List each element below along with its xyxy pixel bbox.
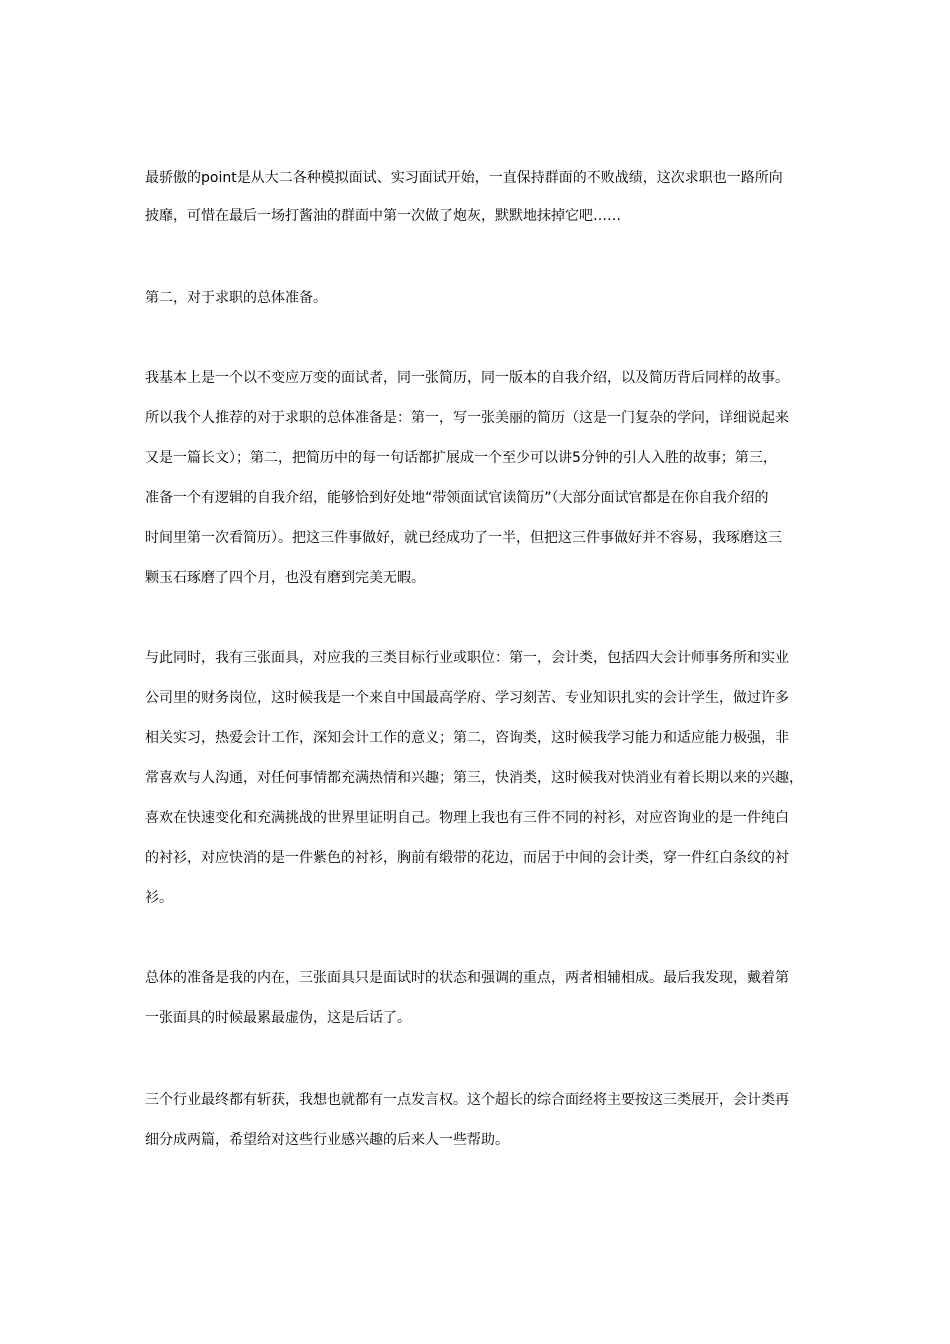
paragraph-4-line-4: 常喜欢与人沟通，对任何事情都充满热情和兴趣；第三，快消类，这时候我对快消业有着长期以来的兴趣， — [145, 770, 803, 786]
paragraph-3-line-5: 时间里第一次看简历）。把这三件事做好，就已经成功了一半，但把这三件事做好并不容易，我琢磨这三 — [145, 530, 782, 546]
paragraph-5-line-2: 一张面具的时候最累最虚伪，这是后话了。 — [145, 1010, 411, 1026]
paragraph-1-line-2: 披靡，可惜在最后一场打酱油的群面中第一次做了炮灰，默默地抹掉它吧…… — [145, 208, 621, 224]
paragraph-2-line-1: 第二，对于求职的总体准备。 — [145, 290, 327, 306]
paragraph-3-line-1: 我基本上是一个以不变应万变的面试者，同一张简历，同一版本的自我介绍，以及简历背后同样的故事。 — [145, 370, 789, 386]
paragraph-4-line-2: 公司里的财务岗位，这时候我是一个来自中国最高学府、学习刻苦、专业知识扎实的会计学生，做过许多 — [145, 690, 789, 706]
paragraph-4-line-6: 的衬衫，对应快消的是一件紫色的衬衫，胸前有缎带的花边，而居于中间的会计类，穿一件红白条纹的衬 — [145, 850, 789, 866]
paragraph-3-line-2: 所以我个人推荐的对于求职的总体准备是：第一，写一张美丽的简历（这是一门复杂的学问，详细说起来 — [145, 410, 789, 426]
paragraph-6-line-2: 细分成两篇，希望给对这些行业感兴趣的后来人一些帮助。 — [145, 1132, 509, 1148]
paragraph-4-line-3: 相关实习，热爱会计工作，深知会计工作的意义；第二，咨询类，这时候我学习能力和适应能力极强，非 — [145, 730, 789, 746]
paragraph-3-line-6: 颗玉石琢磨了四个月，也没有磨到完美无暇。 — [145, 570, 425, 586]
paragraph-3-line-3: 又是一篇长文）；第二，把简历中的每一句话都扩展成一个至少可以讲5分钟的引人入胜的故事；第三， — [145, 450, 777, 466]
paragraph-5-line-1: 总体的准备是我的内在，三张面具只是面试时的状态和强调的重点，两者相辅相成。最后我发现，戴着第 — [145, 970, 789, 986]
paragraph-4-line-7: 衫。 — [145, 890, 173, 906]
paragraph-4-line-5: 喜欢在快速变化和充满挑战的世界里证明自己。物理上我也有三件不同的衬衫，对应咨询业的是一件纯白 — [145, 810, 789, 826]
paragraph-3-line-4: 准备一个有逻辑的自我介绍，能够恰到好处地“带领面试官读简历”（大部分面试官都是在你自我介绍的 — [145, 490, 769, 506]
paragraph-6-line-1: 三个行业最终都有斩获，我想也就都有一点发言权。这个超长的综合面经将主要按这三类展开，会计类再 — [145, 1092, 789, 1108]
paragraph-1-line-1: 最骄傲的point是从大二各种模拟面试、实习面试开始，一直保持群面的不败战绩，这次求职也一路所向 — [145, 170, 783, 186]
paragraph-4-line-1: 与此同时，我有三张面具，对应我的三类目标行业或职位：第一，会计类，包括四大会计师事务所和实业 — [145, 650, 789, 666]
